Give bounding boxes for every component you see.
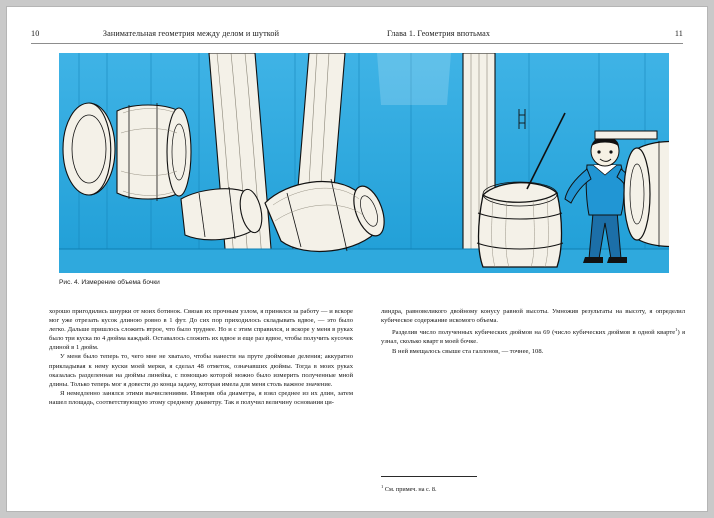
header-rule [31,43,683,44]
book-spread [7,7,707,511]
figure-caption: Рис. 4. Измерение объема бочки [59,279,160,286]
running-head-left: Занимательная геометрия между делом и шуткой [102,29,280,38]
paragraph-with-footnote-ref: Разделив число полученных кубических дюймов на 69 (число кубических дюймов в одной кварте$^1$) я узнал, сколько кварт в моей бочке. [381,327,685,346]
text-column-right [381,307,685,356]
paragraph: У меня было теперь то, чего мне не хватало, чтобы нанести на пруте дюймовые деления; аккуратно прикладывая к нему куски моей мерки, я сделал 48 отметок, означавших дюймы. Тогда в моих руках оказалась разделенная на дюймы линейка, с помощью которой можно было измерить полученные мной длины. Только теперь мог я довести до конца задачу, которая имела для меня столь важное значение. [49,353,353,388]
paragraph: Я немедленно занялся этими вычислениями. Измеряв оба диаметра, я взял среднее из их длин, затем нашел площадь, соответствующую этому среднему диаметру. Так я получил величину основания ци- [49,389,353,406]
text-column-left [49,307,353,407]
paragraph: хорошо пригодились шнурки от моих ботинок. Связав их прочным узлом, я принялся за работу — и вскоре мог уже отрезать кусок длиною ровно в 1 фут. До сих пор приходилось складывать вдвое, — это было легко. Дальше пришлось сложить втрое, что было труднее. Но и с этим справился, и вскоре у меня в руках было три куска по 4 дюйма каждый. Оставалось сложить их вдвое и еще раз вдвое, чтобы получить кусочек длиной в 1 дюйм. [49,308,353,352]
footnote-separator [381,476,477,477]
footnote: $^1$ См. примеч. на с. 8. [381,484,437,494]
running-head-right: Глава 1. Геометрия впотьмах [387,29,491,38]
folio-left: 10 [31,29,40,38]
folio-right: 11 [674,29,683,38]
paragraph: В ней вмещалось свыше ста галлонов, — точнее, 108. [392,347,544,355]
paragraph: линдра, равновеликого двойному конусу равной высоты. Умножив результаты на высоту, я определил кубическое содержание искомого объема. [381,308,685,325]
figure-illustration [59,53,669,273]
